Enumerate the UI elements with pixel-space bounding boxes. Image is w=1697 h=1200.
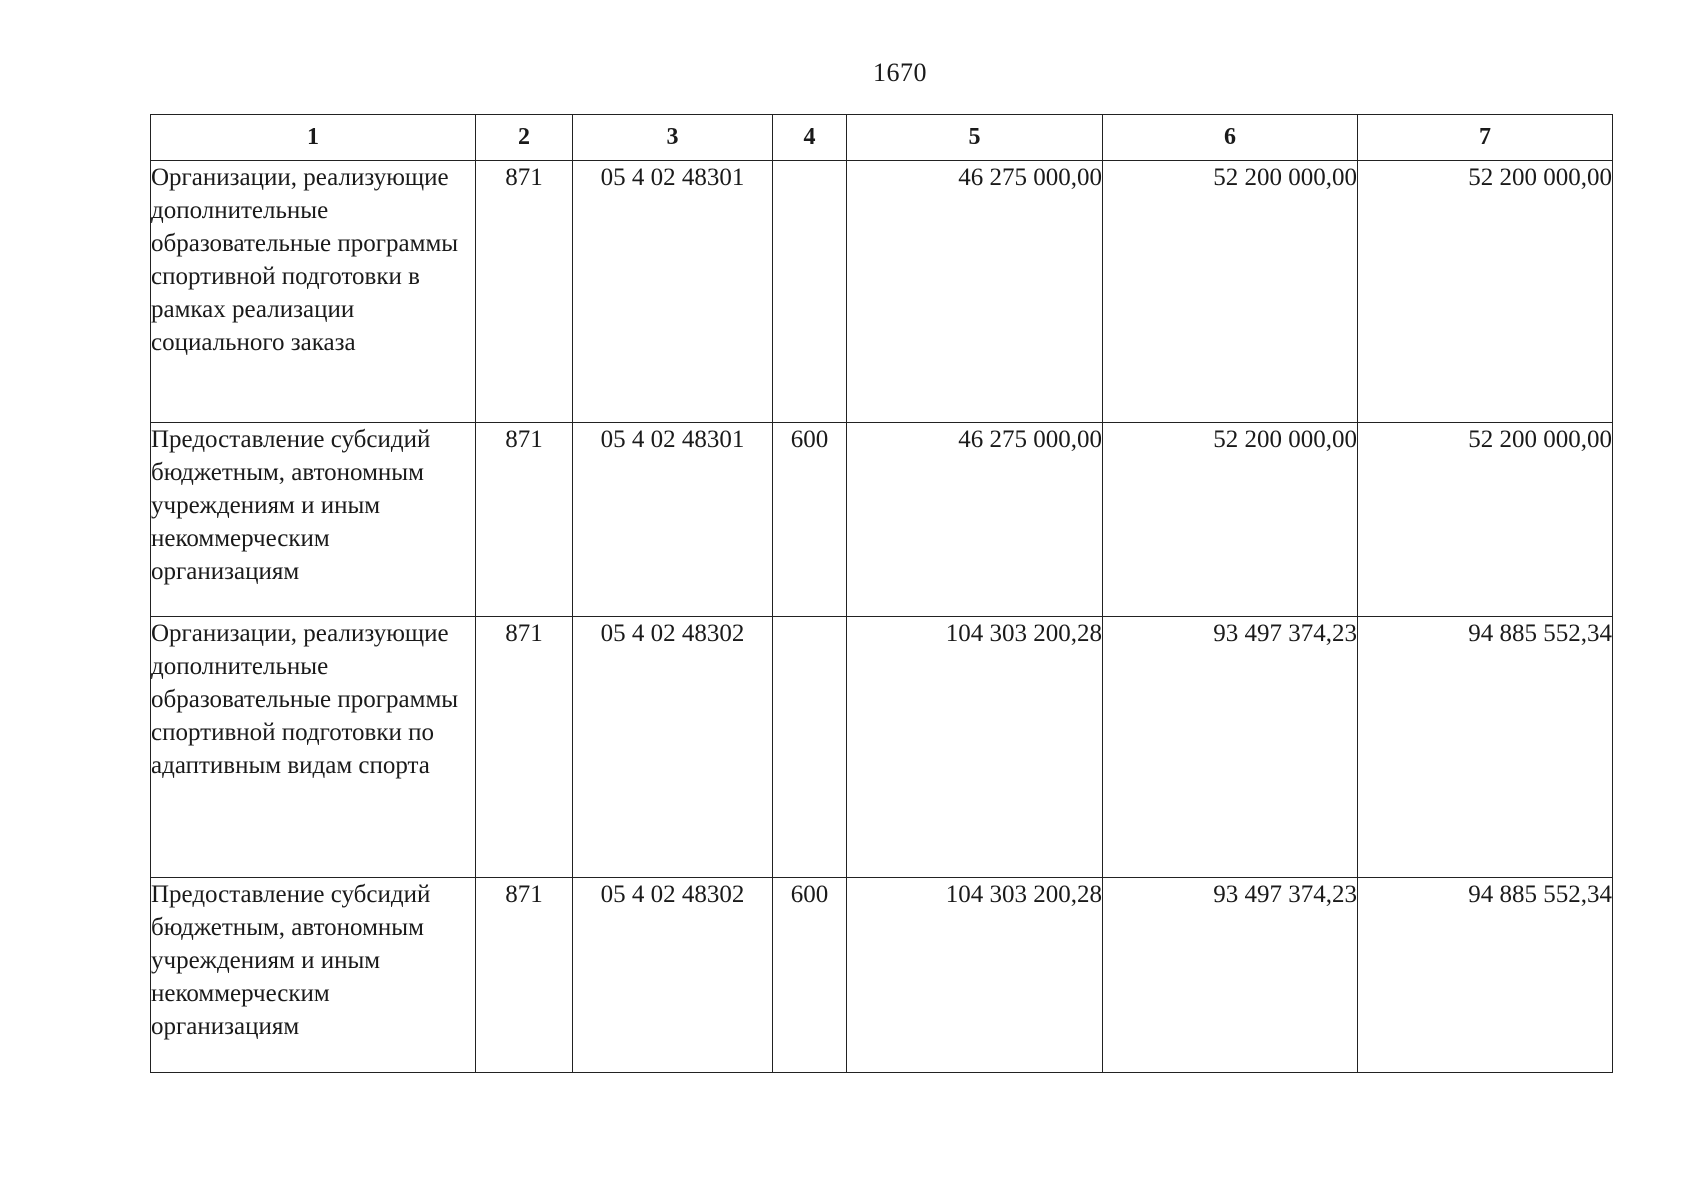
row-col6-cell: 52 200 000,00 [1103,423,1358,617]
table-row [151,617,1613,878]
table-row [151,878,1613,1073]
row-col6-cell: 52 200 000,00 [1103,161,1358,423]
row-col3-cell: 05 4 02 48302 [573,878,773,1073]
table-row [151,161,1613,423]
row-col3-cell: 05 4 02 48301 [573,161,773,423]
header-col-2: 2 [476,115,573,161]
row-col2-cell: 871 [476,161,573,423]
row-name-cell: Предоставление субсидий бюджетным, автономным учреждениям и иным некоммерческим организациям [151,423,476,617]
row-name-cell: Предоставление субсидий бюджетным, автономным учреждениям и иным некоммерческим организациям [151,878,476,1073]
table-header-row [151,115,1613,161]
row-name-cell: Организации, реализующие дополнительные образовательные программы спортивной подготовки по адаптивным видам спорта [151,617,476,878]
row-col7-cell: 94 885 552,34 [1358,878,1613,1073]
table-row [151,423,1613,617]
row-col6-cell: 93 497 374,23 [1103,878,1358,1073]
row-col4-cell [773,617,847,878]
header-col-3: 3 [573,115,773,161]
row-col4-cell [773,161,847,423]
row-col2-cell: 871 [476,423,573,617]
row-col7-cell: 52 200 000,00 [1358,161,1613,423]
header-col-4: 4 [773,115,847,161]
row-col6-cell: 93 497 374,23 [1103,617,1358,878]
row-col5-cell: 46 275 000,00 [847,423,1103,617]
header-col-5: 5 [847,115,1103,161]
budget-table [150,114,1613,1073]
header-col-6: 6 [1103,115,1358,161]
row-col5-cell: 104 303 200,28 [847,617,1103,878]
row-col3-cell: 05 4 02 48302 [573,617,773,878]
row-col7-cell: 52 200 000,00 [1358,423,1613,617]
row-col3-cell: 05 4 02 48301 [573,423,773,617]
row-col2-cell: 871 [476,878,573,1073]
row-col2-cell: 871 [476,617,573,878]
page-number: 1670 [873,58,927,87]
header-col-1: 1 [151,115,476,161]
row-col5-cell: 104 303 200,28 [847,878,1103,1073]
row-col7-cell: 94 885 552,34 [1358,617,1613,878]
row-col4-cell: 600 [773,878,847,1073]
row-col4-cell: 600 [773,423,847,617]
row-col5-cell: 46 275 000,00 [847,161,1103,423]
header-col-7: 7 [1358,115,1613,161]
row-name-cell: Организации, реализующие дополнительные образовательные программы спортивной подготовки в рамках реализации социального заказа [151,161,476,423]
